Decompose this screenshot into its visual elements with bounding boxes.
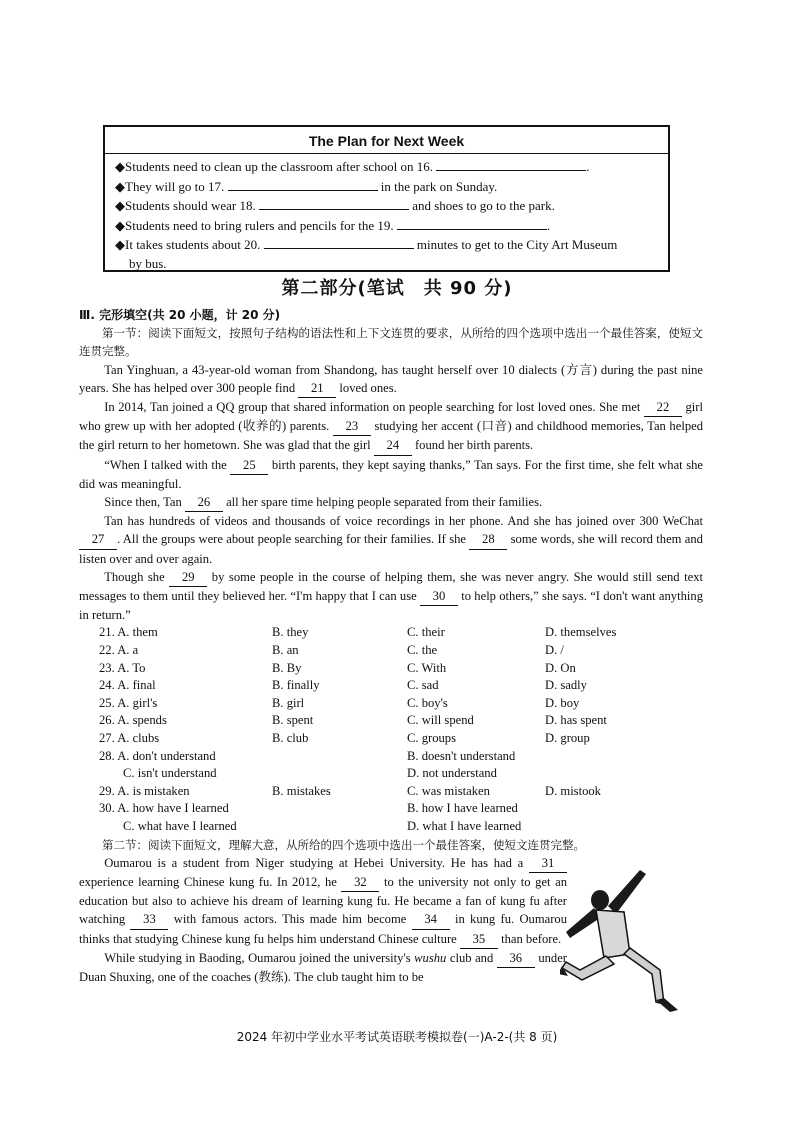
blank-31[interactable]: 31 [529,854,567,873]
option-row-21: 21. A. them B. they C. their D. themselves [99,625,617,640]
blank-22[interactable]: 22 [644,398,682,417]
passage-paragraph: Tan Yinghuan, a 43-year-old woman from Shandong, has taught herself over 10 dialects (方言) during the past nine years. She has helped over 300 people find 21 loved ones. [79,361,703,398]
blank-29[interactable]: 29 [169,568,207,587]
plan-body [105,154,668,274]
option-row-25: 25. A. girl's B. girl C. boy's D. boy [99,695,580,710]
option-row-30b: C. what have I learned D. what I have learned [123,818,522,833]
blank-30[interactable]: 30 [420,587,458,606]
blank-34[interactable]: 34 [412,910,450,929]
passage-paragraph: Tan has hundreds of videos and thousands of voice recordings in her phone. And she has joined over 300 WeChat 27 . All the groups were about people searching for their families. If she 28 some words, she will record them and listen over and over again. [79,514,703,566]
plan-row-18: ◆Students should wear 18. and shoes to go to the park. [115,198,555,214]
passage-paragraph: Though she 29 by some people in the course of helping them, she was never angry. She would still send text messages to them until they believed her. “I'm happy that I can use 30 to help others,” she says. “I don't want anything in return.” [79,569,703,623]
option-row-23: 23. A. To B. By C. With D. On [99,660,576,675]
section-heading: Ⅲ. 完形填空(共 20 小题，计 20 分) [79,308,281,322]
plan-row-19: ◆Students need to bring rulers and pencils for the 19. . [115,217,551,233]
blank-32[interactable]: 32 [341,873,379,892]
section1-instructions: 第一节：阅读下面短文，按照句子结构的语法性和上下文连贯的要求，从所给的四个选项中选出一个最佳答案，使短文连贯完整。 [79,326,703,359]
section2-passage [79,854,567,986]
answer-blank[interactable] [397,216,547,230]
blank-24[interactable]: 24 [374,436,412,455]
plan-row-20-cont: by bus. [129,255,167,271]
plan-title: The Plan for Next Week [105,127,668,154]
blank-35[interactable]: 35 [460,930,498,949]
blank-26[interactable]: 26 [185,493,223,512]
blank-25[interactable]: 25 [230,456,268,475]
plan-row-17: ◆They will go to 17. in the park on Sunday. [115,178,498,194]
page-footer: 2024 年初中学业水平考试英语联考模拟卷(一)A-2-(共 8 页) [236,1030,558,1044]
blank-23[interactable]: 23 [333,417,371,436]
option-row-28b: C. isn't understand D. not understand [123,766,497,781]
passage-paragraph: “When I talked with the 25 birth parents, they kept saying thanks,” Tan says. For the first time, she felt what she did was meaningful. [79,457,703,491]
option-row-22: 22. A. a B. an C. the D. / [99,643,564,658]
part-two-title: 第二部分(笔试 共 90 分) [281,278,513,299]
option-row-30: 30. A. how have I learned B. how I have learned [99,801,518,816]
answer-blank[interactable] [436,157,586,171]
kung-fu-figure-image [560,862,690,1017]
plan-row-20: ◆It takes students about 20. minutes to get to the City Art Museum [115,237,618,253]
passage-paragraph: Since then, Tan 26 all her spare time helping people separated from their families. [79,493,703,512]
blank-36[interactable]: 36 [497,949,535,968]
options-list [79,624,703,835]
option-row-27: 27. A. clubs B. club C. groups D. group [99,731,590,746]
blank-27[interactable]: 27 [79,530,117,549]
blank-33[interactable]: 33 [130,910,168,929]
option-row-29: 29. A. is mistaken B. mistakes C. was mistaken D. mistook [99,783,601,798]
plan-table [103,125,670,272]
blank-28[interactable]: 28 [469,530,507,549]
option-row-28: 28. A. don't understand B. doesn't understand [99,748,516,763]
passage-paragraph: In 2014, Tan joined a QQ group that shared information on people searching for lost loved ones. She met 22 girl who grew up with her adopted (收养的) parents. 23 studying her accent (口音) and childhood memories, Tan helped the girl return to her hometown. She was glad that the girl 24 found her birth parents. [79,398,703,456]
passage-paragraph: While studying in Baoding, Oumarou joined the university's wushu club and 36 under Duan Shuxing, one of the coaches (教练). The club taught him to be [79,950,567,984]
answer-blank[interactable] [264,235,414,249]
section2-instructions: 第二节：阅读下面短文，理解大意，从所给的四个选项中选出一个最佳答案，使短文连贯完整。 [102,837,585,852]
blank-21[interactable]: 21 [298,379,336,398]
answer-blank[interactable] [228,177,378,191]
plan-row-16: ◆Students need to clean up the classroom after school on 16. . [115,159,590,174]
option-row-26: 26. A. spends B. spent C. will spend D. has spent [99,713,607,728]
option-row-24: 24. A. final B. finally C. sad D. sadly [99,678,587,693]
passage-paragraph: Oumarou is a student from Niger studying at Hebei University. He has had a 31 experience learning Chinese kung fu. In 2012, he 32 to the university not only to get an education but also to achieve his dream of learning kung fu. He became a fan of kung fu after watching 33 with famous actors. This made him become 34 in kung fu. Oumarou thinks that studying Chinese kung fu helps him understand Chinese culture 35 than before. [79,854,567,949]
answer-blank[interactable] [259,196,409,210]
